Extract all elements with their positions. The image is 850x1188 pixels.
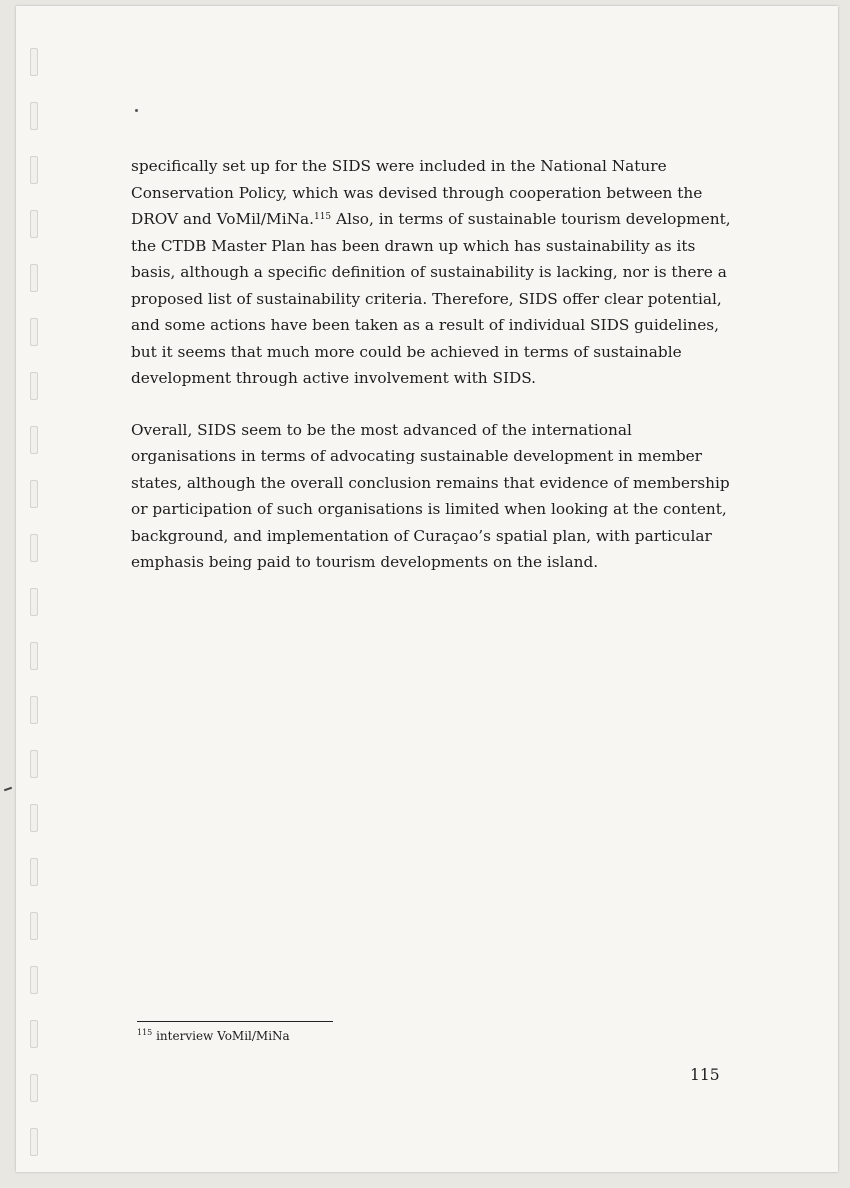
footnote-text: interview VoMil/MiNa — [152, 1029, 290, 1043]
binding-hole — [30, 588, 38, 616]
binding-hole — [30, 156, 38, 184]
binding-hole — [30, 966, 38, 994]
binding-hole — [30, 804, 38, 832]
binding-hole — [30, 210, 38, 238]
binding-hole — [30, 48, 38, 76]
footnote — [137, 1029, 290, 1043]
binding-hole — [30, 318, 38, 346]
edge-mark — [4, 787, 12, 792]
paragraph-2: Overall, SIDS seem to be the most advanced of the international organisations in terms of advocating sustainable development in member states, although the overall conclusion remains that evidence of membership or participation of such organisations is limited when looking at the content, background, and implementation of Curaçao’s spatial plan, with particular emphasis being paid to tourism developments on the island. — [131, 420, 730, 571]
binding-hole — [30, 750, 38, 778]
footnote-reference: 115 — [313, 212, 332, 222]
binding-hole — [30, 858, 38, 886]
binding-hole — [30, 426, 38, 454]
binding-hole — [30, 372, 38, 400]
binding-hole — [30, 1020, 38, 1048]
paragraph-1-text-start: specifically set up for the SIDS were included in the National Nature Conservation Policy, which was devised through cooperation between the DROV and VoMil/MiNa. — [131, 157, 703, 228]
binding-hole — [30, 912, 38, 940]
footnote-separator — [137, 1021, 333, 1022]
paragraph-1-text-end: Also, in terms of sustainable tourism development, the CTDB Master Plan has been drawn up which has sustainability as its basis, although a specific definition of sustainability is lacking, nor is there a proposed list of sustainability criteria. Therefore, SIDS offer clear potential, and some actions have been taken as a result of individual SIDS guidelines, but it seems that much more could be achieved in terms of sustainable development through active involvement with SIDS. — [131, 210, 731, 387]
body-text — [131, 153, 731, 576]
binding-hole — [30, 534, 38, 562]
binding-hole — [30, 264, 38, 292]
binding-hole — [30, 1074, 38, 1102]
stray-dot — [135, 109, 138, 112]
binding-hole — [30, 480, 38, 508]
binding-hole — [30, 102, 38, 130]
binding-holes — [30, 6, 46, 1172]
footnote-number: 115 — [137, 1028, 153, 1037]
binding-hole — [30, 1128, 38, 1156]
binding-hole — [30, 642, 38, 670]
paragraph-1 — [131, 153, 731, 392]
page-number: 115 — [690, 1066, 720, 1084]
binding-hole — [30, 696, 38, 724]
